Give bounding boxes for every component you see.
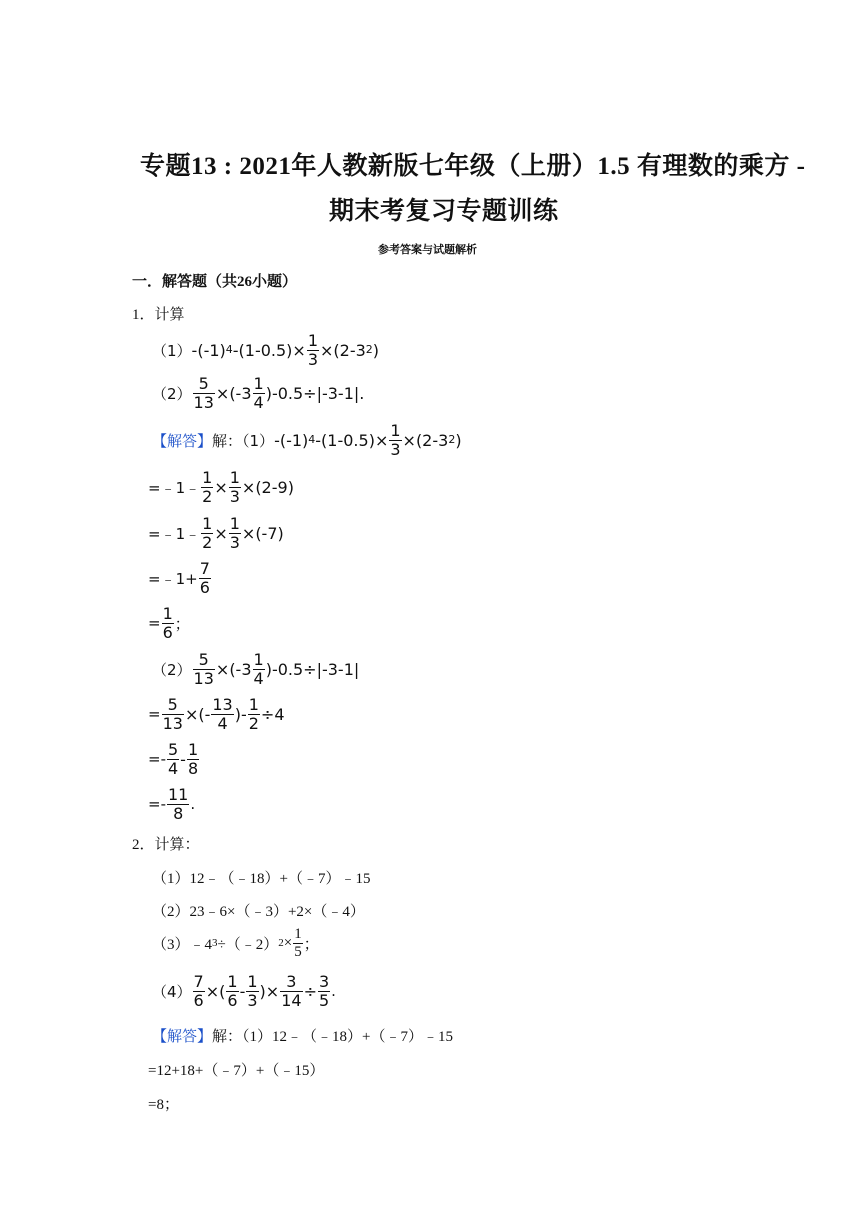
q1-part2-repeat bbox=[152, 649, 360, 688]
fraction: $\frac{1}{2}$ bbox=[202, 467, 213, 506]
expr: ) bbox=[455, 430, 462, 450]
q2-part4 bbox=[152, 971, 336, 1010]
expr: ×( bbox=[205, 981, 226, 1001]
q2-part2: （2）23﹣6×（﹣3）+2×（﹣4） bbox=[152, 904, 365, 920]
expr: × bbox=[214, 523, 228, 543]
answer-lead: 解：（1） bbox=[212, 431, 275, 450]
answer-tag: 【解答】 bbox=[152, 1029, 213, 1045]
step-text: = bbox=[148, 705, 161, 723]
fraction: $\frac{11}{8}$ bbox=[167, 784, 189, 823]
fraction: $\frac{5}{4}$ bbox=[167, 739, 179, 778]
expr: ×(2-3 bbox=[402, 430, 449, 450]
expr: -(1-0.5)× bbox=[315, 430, 389, 450]
expr: ×(-7) bbox=[241, 523, 284, 543]
fraction: $\frac{1}{3}$ bbox=[229, 467, 240, 506]
q2-part3: （3）﹣4 3 ÷（﹣2） 2 × $\frac{1}{5}$ ； bbox=[152, 925, 319, 960]
q1-stem: 1．计算 bbox=[132, 307, 185, 323]
expr: ×(2-9) bbox=[241, 477, 294, 497]
q1-step4 bbox=[148, 603, 190, 642]
step-text: =﹣1﹣ bbox=[148, 524, 201, 543]
label: （2） bbox=[152, 660, 192, 679]
expr: ； bbox=[303, 936, 319, 953]
expr: ÷ bbox=[303, 981, 317, 1001]
answer-lead: 解：（1）12﹣（﹣18）+（﹣7）﹣15 bbox=[212, 1029, 453, 1045]
expr: )-0.5÷|-3-1| bbox=[265, 659, 360, 679]
q2-step1: =12+18+（﹣7）+（﹣15） bbox=[148, 1063, 325, 1079]
fraction: $\frac{1}{3}$ bbox=[390, 420, 401, 459]
expr: )× bbox=[259, 981, 280, 1001]
expr: ÷（﹣2） bbox=[217, 936, 279, 953]
expr: -(-1) bbox=[191, 340, 226, 360]
step-text: = bbox=[148, 614, 161, 632]
step-text: =﹣1﹣ bbox=[148, 478, 201, 497]
expr: × bbox=[214, 477, 228, 497]
step-text: =- bbox=[148, 750, 166, 768]
expr: ×(-3 bbox=[215, 383, 252, 403]
fraction: $\frac{5}{13}$ bbox=[193, 373, 214, 412]
expr: -(1-0.5)× bbox=[232, 340, 306, 360]
step-text: =﹣1+ bbox=[148, 569, 198, 588]
q2-answer-intro bbox=[152, 1025, 453, 1046]
fraction: $\frac{7}{6}$ bbox=[199, 558, 210, 597]
fraction: $\frac{1}{5}$ bbox=[294, 925, 302, 960]
q1-step3 bbox=[148, 558, 212, 597]
expr: . bbox=[331, 982, 336, 1000]
fraction: $\frac{3}{5}$ bbox=[318, 971, 330, 1010]
expr: )-0.5÷|-3-1|. bbox=[265, 383, 365, 403]
q1-step5 bbox=[148, 694, 285, 733]
expr: )- bbox=[234, 704, 247, 724]
fraction: $\frac{1}{4}$ bbox=[253, 649, 264, 688]
step-text: . bbox=[190, 795, 196, 813]
q2-stem: 2．计算： bbox=[132, 837, 200, 853]
q1-step2 bbox=[148, 513, 284, 552]
expr: ×(- bbox=[184, 704, 211, 724]
fraction: $\frac{1}{3}$ bbox=[247, 971, 258, 1010]
step-text: ； bbox=[174, 614, 190, 633]
expr: - bbox=[180, 749, 186, 769]
fraction: $\frac{13}{4}$ bbox=[212, 694, 233, 733]
document-title-line2: 期末考复习专题训练 bbox=[329, 198, 559, 225]
answer-tag: 【解答】 bbox=[152, 431, 213, 450]
expr: ×(-3 bbox=[215, 659, 252, 679]
section-heading: 一．解答题（共26小题） bbox=[132, 274, 298, 290]
fraction: $\frac{5}{13}$ bbox=[193, 649, 214, 688]
fraction: $\frac{1}{2}$ bbox=[248, 694, 259, 733]
fraction: $\frac{1}{4}$ bbox=[253, 373, 264, 412]
q1-step1 bbox=[148, 467, 294, 506]
expr: -(-1) bbox=[274, 430, 309, 450]
fraction: $\frac{1}{2}$ bbox=[202, 513, 213, 552]
document-title-line1: 专题13 : 2021年人教新版七年级（上册）1.5 有理数的乘方 - bbox=[140, 153, 806, 180]
document-subtitle: 参考答案与试题解析 bbox=[378, 244, 477, 256]
fraction: $\frac{1}{6}$ bbox=[227, 971, 238, 1010]
q2-part1: （1）12﹣（﹣18）+（﹣7）﹣15 bbox=[152, 871, 371, 887]
expr: - bbox=[239, 981, 246, 1001]
fraction: $\frac{3}{14}$ bbox=[281, 971, 302, 1010]
fraction: $\frac{1}{3}$ bbox=[307, 330, 319, 369]
fraction: $\frac{1}{8}$ bbox=[187, 739, 199, 778]
fraction: $\frac{1}{3}$ bbox=[229, 513, 240, 552]
q1-step7 bbox=[148, 784, 196, 823]
fraction: $\frac{7}{6}$ bbox=[193, 971, 204, 1010]
q1-answer-intro: 【解答】 解：（1） -(-1) 4 -(1-0.5)× $\frac{1}{3}$ ×(2-3 2 ) bbox=[152, 420, 462, 459]
q2-step2: =8； bbox=[148, 1097, 179, 1113]
q1-part2 bbox=[152, 373, 365, 412]
fraction: $\frac{1}{6}$ bbox=[162, 603, 173, 642]
label: （2） bbox=[152, 384, 192, 403]
expr: × bbox=[283, 934, 293, 951]
q1-part1: （1） -(-1) 4 -(1-0.5)× $\frac{1}{3}$ ×(2-3 2 ) bbox=[152, 330, 380, 369]
expr: （3）﹣4 bbox=[152, 936, 213, 953]
q1-step6 bbox=[148, 739, 200, 778]
expr: ) bbox=[372, 340, 380, 360]
label: （1） bbox=[152, 341, 192, 360]
label: （4） bbox=[152, 982, 192, 1001]
step-text: =- bbox=[148, 795, 166, 813]
expr: ÷4 bbox=[260, 704, 285, 724]
expr: ×(2-3 bbox=[320, 340, 366, 360]
fraction: $\frac{5}{13}$ bbox=[162, 694, 183, 733]
